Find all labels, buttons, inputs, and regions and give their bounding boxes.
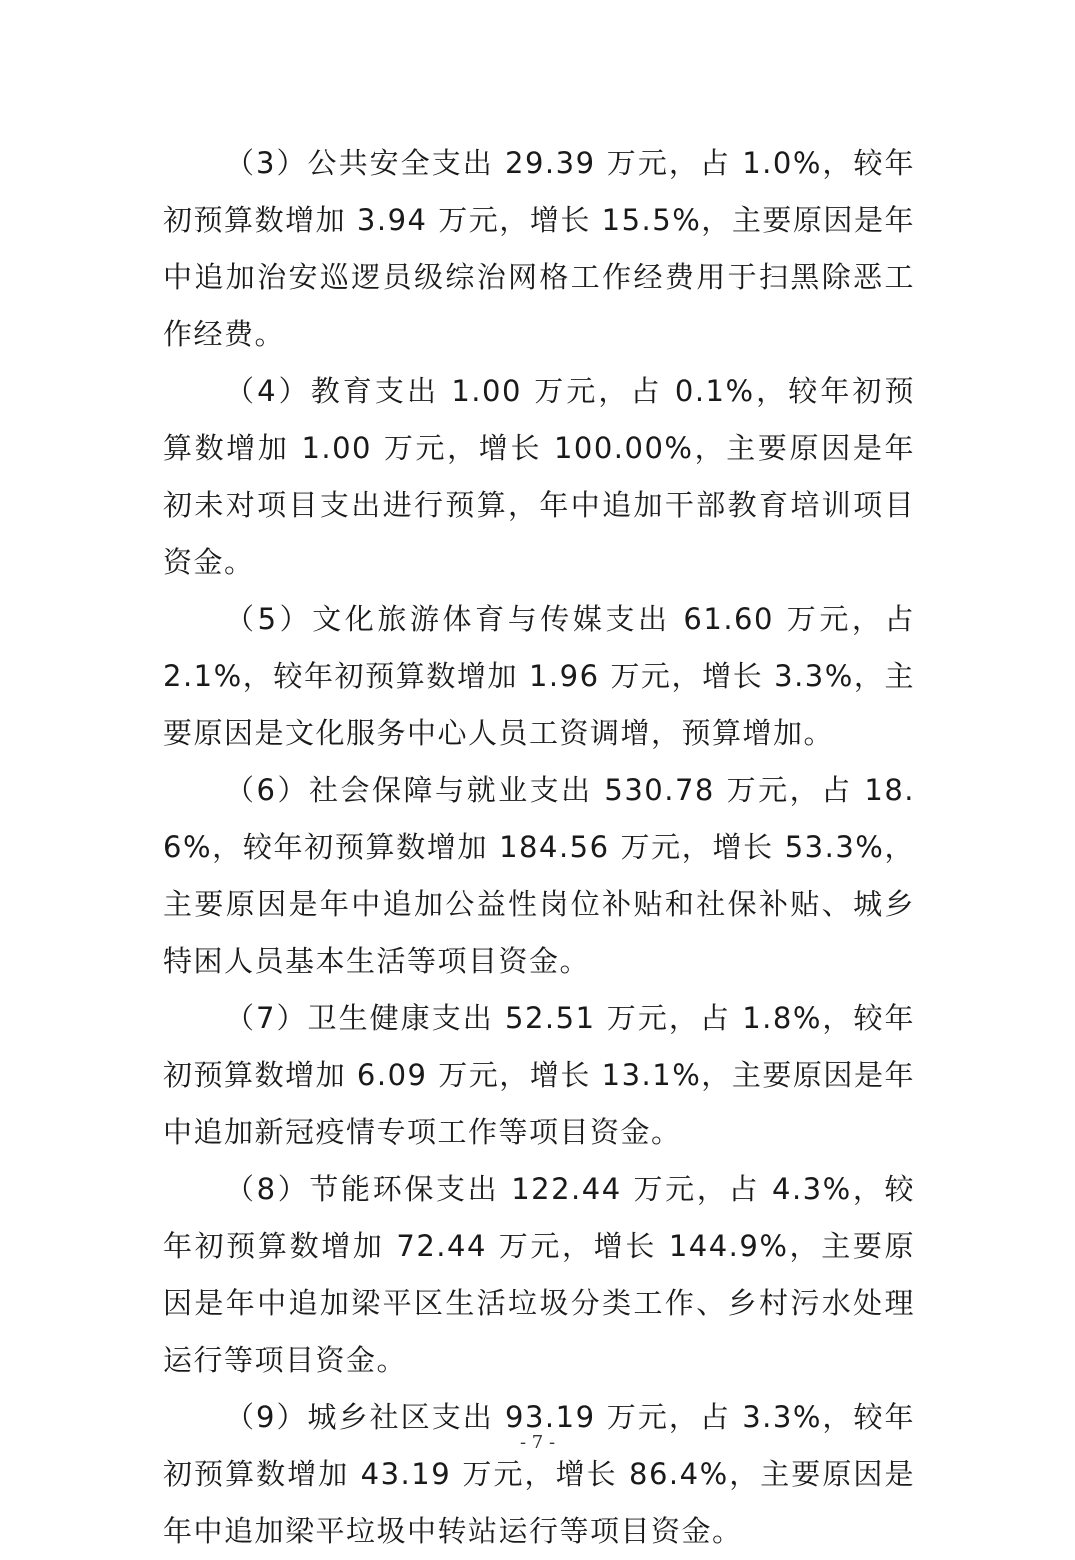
paragraph-health: （7）卫生健康支出 52.51 万元，占 1.8%，较年初预算数增加 6.09 万元，增长 13.1%，主要原因是年中追加新冠疫情专项工作等项目资金。 [163,1001,915,1149]
paragraph-culture-tourism: （5）文化旅游体育与传媒支出 61.60 万元，占 2.1%，较年初预算数增加 1.96 万元，增长 3.3%，主要原因是文化服务中心人员工资调增，预算增加。 [163,602,915,750]
paragraph-public-safety: （3）公共安全支出 29.39 万元，占 1.0%，较年初预算数增加 3.94 万元，增长 15.5%，主要原因是年中追加治安巡逻员级综治网格工作经费用于扫黑除恶工作经费。 [163,146,915,351]
paragraph-education: （4）教育支出 1.00 万元，占 0.1%，较年初预算数增加 1.00 万元，增长 100.00%，主要原因是年初未对项目支出进行预算，年中追加干部教育培训项目资金。 [163,374,915,579]
document-body [163,135,915,1560]
paragraph-environment: （8）节能环保支出 122.44 万元，占 4.3%，较年初预算数增加 72.44 万元，增长 144.9%，主要原因是年中追加梁平区生活垃圾分类工作、乡村污水处理运行等项目资金。 [163,1172,915,1377]
page-number: - 7 - [519,1432,556,1453]
paragraph-urban-rural: （9）城乡社区支出 93.19 万元，占 3.3%，较年初预算数增加 43.19 万元，增长 86.4%，主要原因是年中追加梁平垃圾中转站运行等项目资金。 [163,1400,915,1548]
paragraph-social-security: （6）社会保障与就业支出 530.78 万元，占 18.6%，较年初预算数增加 184.56 万元，增长 53.3%，主要原因是年中追加公益性岗位补贴和社保补贴、城乡特困人员基本生活等项目资金。 [163,773,915,978]
